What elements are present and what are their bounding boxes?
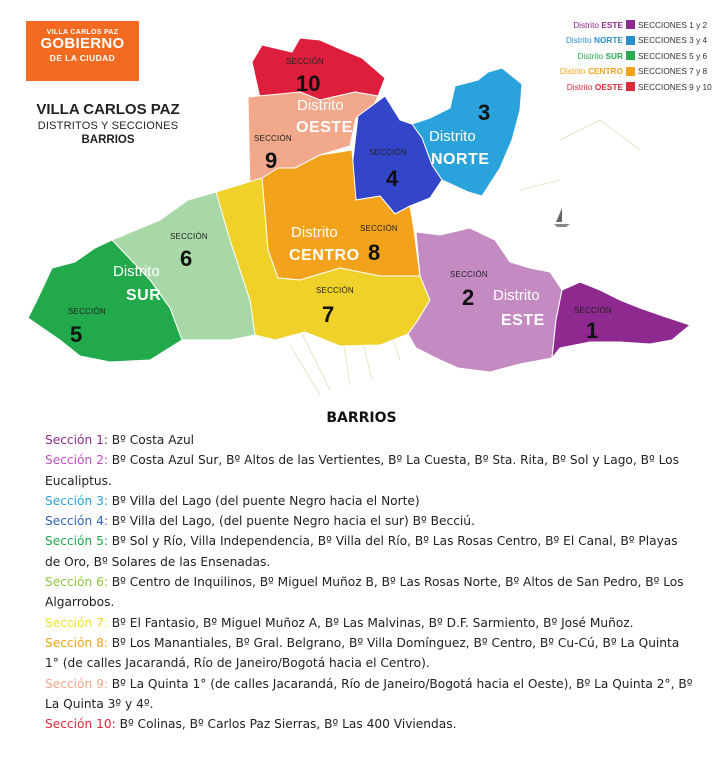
section-1-area[interactable] <box>552 282 690 358</box>
section-10-caption: SECCIÓN <box>286 57 324 66</box>
legend-sections: SECCIONES 9 y 10 <box>638 81 712 92</box>
section-label: Sección 7: <box>45 615 108 630</box>
barrios-text: Bº Villa del Lago, (del puente Negro hacia el sur) Bº Becciú. <box>107 514 475 529</box>
legend-district-label: Distrito ESTE <box>573 19 623 30</box>
barrios-text: Bº La Quinta 1° (de calles Jacarandá, Río de Janeiro/Bogotá hacia el Oeste), Bº La Quinta 2°, Bº La Quinta 3º y 4º. <box>45 676 693 711</box>
section-9-caption: SECCIÓN <box>254 134 292 143</box>
section-label: Sección 4: <box>45 514 108 529</box>
section-label: Sección 5: <box>45 534 108 549</box>
district-norte-name: NORTE <box>431 151 490 168</box>
section-label: Sección 3: <box>45 493 108 508</box>
section-2-number: 2 <box>462 285 475 310</box>
barrios-text: Bº Colinas, Bº Carlos Paz Sierras, Bº Las 400 Viviendas. <box>115 717 457 732</box>
section-label: Sección 9: <box>45 676 108 691</box>
section-8-caption: SECCIÓN <box>360 224 398 233</box>
section-label: Sección 8: <box>45 635 108 650</box>
barrios-text: Bº Centro de Inquilinos, Bº Miguel Muñoz B, Bº Las Rosas Norte, Bº Altos de San Pedro, Bº Los Algarrobos. <box>45 575 684 610</box>
list-item <box>45 491 695 511</box>
section-label: Sección 10: <box>45 717 116 732</box>
list-item <box>45 572 695 613</box>
legend-district-label: Distrito SUR <box>577 50 623 61</box>
list-item <box>45 633 695 674</box>
barrios-text: Bº Villa del Lago (del puente Negro hacia el Norte) <box>107 493 420 508</box>
section-label: Sección 1: <box>45 433 108 447</box>
legend-sections: SECCIONES 3 y 4 <box>638 35 708 46</box>
district-este-word: Distrito <box>493 287 540 304</box>
barrios-text: Bº Los Manantiales, Bº Gral. Belgrano, Bº Villa Domínguez, Bº Centro, Bº Cu-Cú, Bº La Quinta 1° (de calles Jacarandá, Río de Janeiro/Bogotá hacia el Centro). <box>45 635 680 671</box>
section-1-caption: SECCIÓN <box>574 306 612 315</box>
list-item <box>45 714 695 734</box>
section-4-number: 4 <box>386 166 399 191</box>
district-sur-name: SUR <box>126 287 162 304</box>
district-este-name: ESTE <box>501 312 545 329</box>
logo-line-2: GOBIERNO <box>40 35 125 52</box>
legend-district-label: Distrito CENTRO <box>559 66 623 77</box>
legend-district-label: Distrito OESTE <box>566 81 623 92</box>
district-oeste-word: Distrito <box>297 97 344 114</box>
legend-sections: SECCIONES 1 y 2 <box>638 19 708 30</box>
legend-sections: SECCIONES 7 y 8 <box>638 66 708 77</box>
district-norte-word: Distrito <box>429 128 476 145</box>
district-centro-name: CENTRO <box>289 247 360 264</box>
map-subtitle: DISTRITOS Y SECCIONES <box>37 120 179 132</box>
district-sur-word: Distrito <box>113 263 160 280</box>
section-2-caption: SECCIÓN <box>450 270 488 279</box>
logo-line-3: DE LA CIUDAD <box>49 53 116 63</box>
list-item <box>45 613 695 633</box>
section-7-caption: SECCIÓN <box>316 286 354 295</box>
barrios-list <box>45 430 695 734</box>
barrios-text: Bº Sol y Río, Villa Independencia, Bº Villa del Río, Bº Las Rosas Centro, Bº El Canal, Bº Playas de Oro, Bº Solares de las Ensenadas. <box>45 534 678 569</box>
district-centro-word: Distrito <box>291 224 338 241</box>
section-3-number: 3 <box>478 100 491 125</box>
section-label: Sección 2: <box>45 453 108 468</box>
barrios-text: Bº Costa Azul Sur, Bº Altos de las Vertientes, Bº La Cuesta, Bº Sta. Rita, Bº Sol y Lago, Bº Los Eucaliptus. <box>45 453 679 488</box>
section-9-number: 9 <box>265 148 278 173</box>
district-oeste-name: OESTE <box>296 119 353 136</box>
list-item <box>45 430 695 450</box>
barrios-heading: BARRIOS <box>326 410 397 426</box>
barrios-text: Bº El Fantasio, Bº Miguel Muñoz A, Bº Las Malvinas, Bº D.F. Sarmiento, Bº José Muñoz. <box>107 615 634 630</box>
list-item <box>45 450 695 491</box>
sailboat-icon <box>554 208 570 227</box>
section-4-caption: SECCIÓN <box>369 148 407 157</box>
legend-sections: SECCIONES 5 y 6 <box>638 50 708 61</box>
section-7-number: 7 <box>322 302 335 327</box>
section-1-number: 1 <box>586 318 599 343</box>
list-item <box>45 511 695 531</box>
list-item <box>45 531 695 572</box>
map-subtitle-barrios: BARRIOS <box>81 134 135 146</box>
section-5-number: 5 <box>70 322 83 347</box>
section-10-number: 10 <box>296 71 321 96</box>
map-title: VILLA CARLOS PAZ <box>36 101 180 118</box>
barrios-text: Bº Costa Azul <box>107 433 195 447</box>
section-5-caption: SECCIÓN <box>68 307 106 316</box>
logo-line-1: VILLA CARLOS PAZ <box>46 29 119 36</box>
section-8-number: 8 <box>368 240 381 265</box>
list-item <box>45 674 695 715</box>
section-6-number: 6 <box>180 246 193 271</box>
section-6-caption: SECCIÓN <box>170 232 208 241</box>
legend-district-label: Distrito NORTE <box>565 35 623 46</box>
section-label: Sección 6: <box>45 575 108 590</box>
